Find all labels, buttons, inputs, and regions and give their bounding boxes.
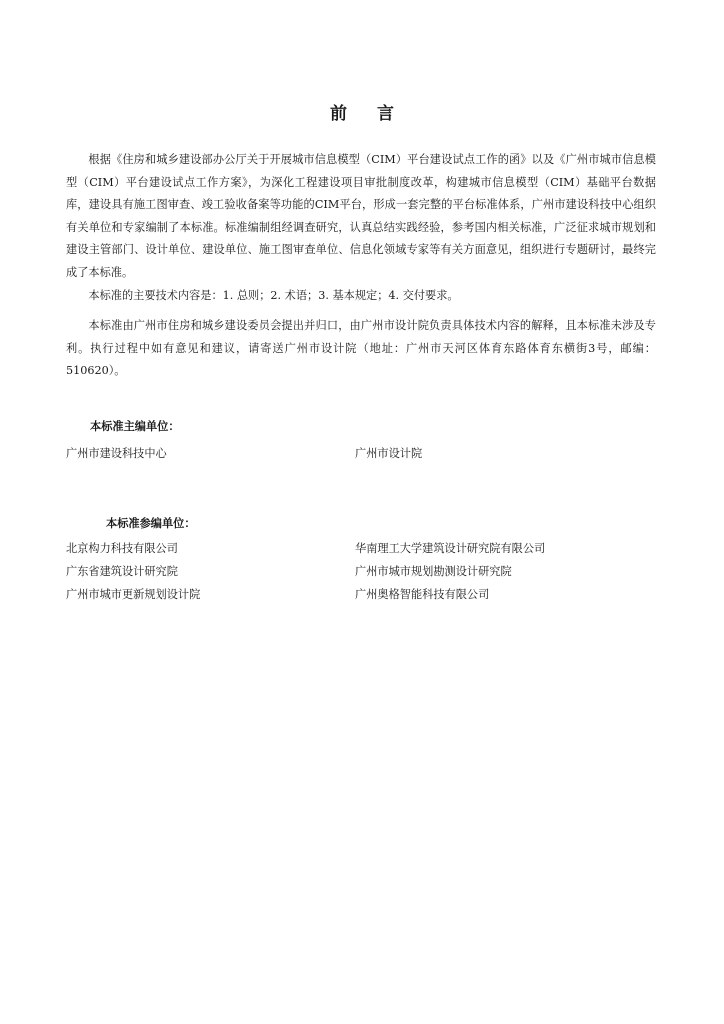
participating-units-row bbox=[66, 586, 666, 608]
participating-units-heading: 本标准参编单位： bbox=[106, 517, 196, 530]
chief-units-row bbox=[66, 445, 666, 467]
chief-unit: 广州市设计院 bbox=[355, 447, 423, 460]
participating-unit: 广州市城市规划勘测设计研究院 bbox=[355, 565, 512, 578]
preface-paragraph-2: 本标准的主要技术内容是：1. 总则；2. 术语；3. 基本规定；4. 交付要求。 bbox=[88, 289, 459, 302]
page-title: 前 言 bbox=[330, 104, 406, 125]
participating-unit: 广东省建筑设计研究院 bbox=[66, 565, 178, 578]
preface-paragraph-3: 本标准由广州市住房和城乡建设委员会提出并归口，由广州市设计院负责具体技术内容的解释，且本标准未涉及专利。执行过程中如有意见和建议，请寄送广州市设计院（地址：广州市天河区体育东路体育东横街3号，邮编：510620）。 bbox=[66, 319, 656, 377]
participating-units-row bbox=[66, 563, 666, 585]
chief-unit: 广州市建设科技中心 bbox=[66, 447, 167, 460]
participating-unit: 广州奥格智能科技有限公司 bbox=[355, 588, 490, 601]
participating-unit: 华南理工大学建筑设计研究院有限公司 bbox=[355, 542, 546, 555]
participating-unit: 北京构力科技有限公司 bbox=[66, 542, 178, 555]
participating-units-row bbox=[66, 540, 666, 562]
chief-units-heading: 本标准主编单位： bbox=[90, 420, 180, 433]
participating-unit: 广州市城市更新规划设计院 bbox=[66, 588, 201, 601]
preface-paragraph-1: 根据《住房和城乡建设部办公厅关于开展城市信息模型（CIM）平台建设试点工作的函》以及《广州市城市信息模型（CIM）平台建设试点工作方案》，为深化工程建设项目审批制度改革，构建城市信息模型（CIM）基础平台数据库，建设具有施工图审查、竣工验收备案等功能的CIM平台，形成一套完整的平台标准体系，广州市建设科技中心组织有关单位和专家编制了本标准。标准编制组经调查研究，认真总结实践经验，参考国内相关标准，广泛征求城市规划和建设主管部门、设计单位、建设单位、施工图审查单位、信息化领域专家等有关方面意见，组织进行专题研讨，最终完成了本标准。 bbox=[66, 153, 656, 279]
